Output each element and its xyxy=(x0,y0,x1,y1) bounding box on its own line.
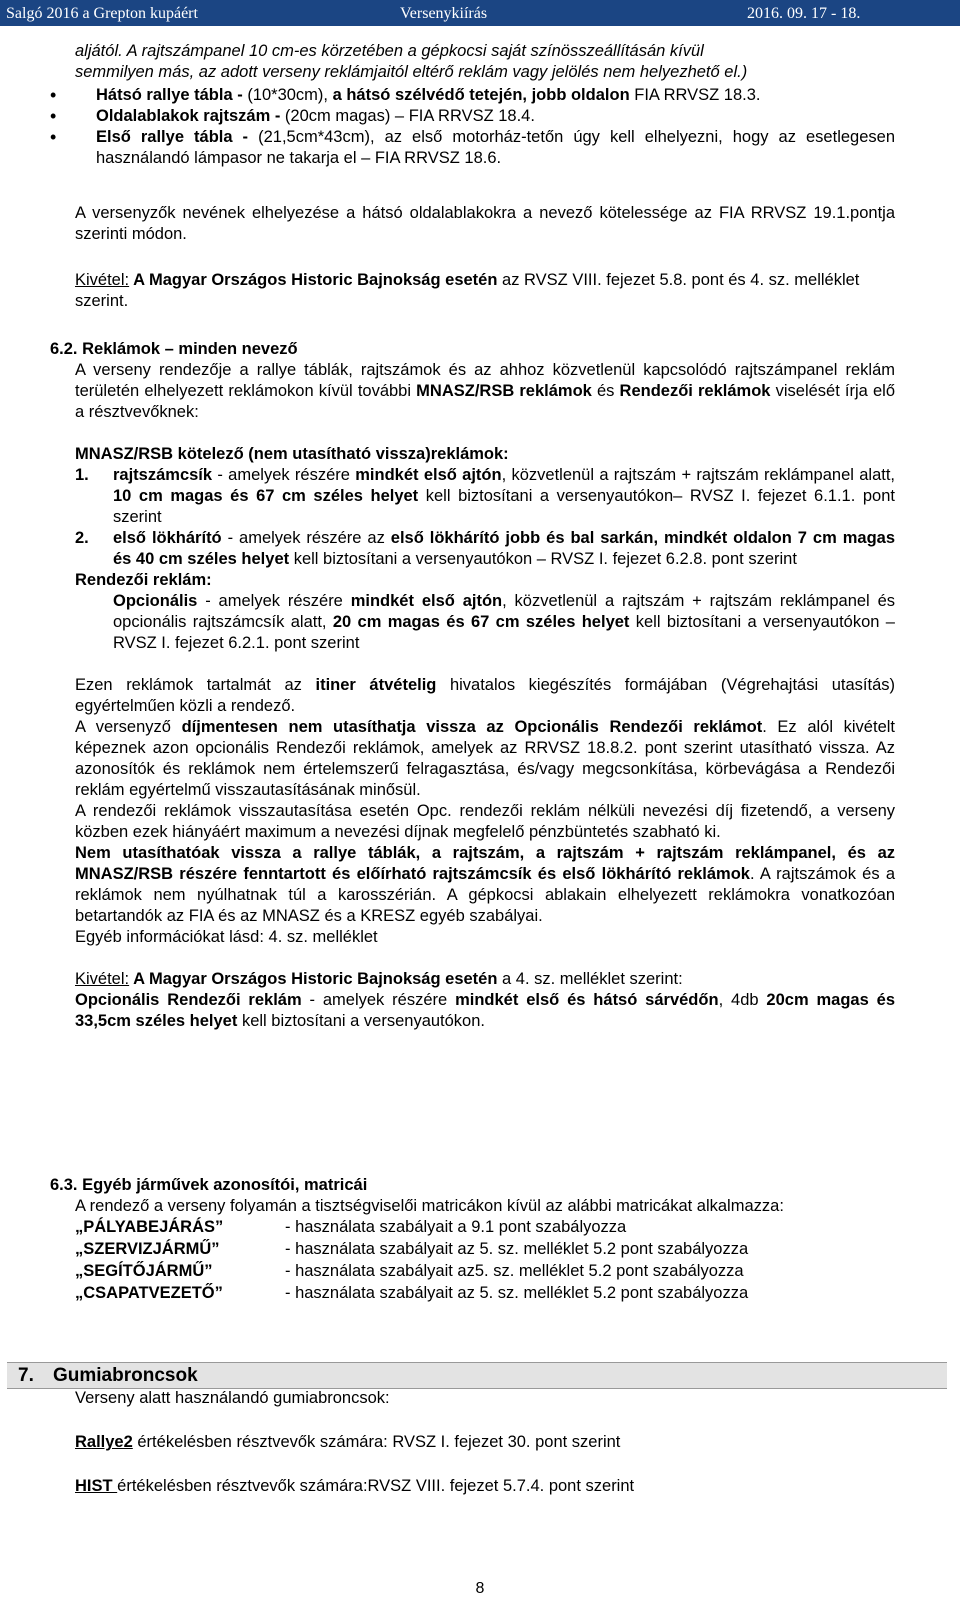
page-number: 8 xyxy=(475,1580,485,1597)
ads-paragraph: A verseny rendezője a rallye táblák, rajtszámok és az ahhoz közvetlenül kapcsolódó rajtszámpanel reklám területén elhelyezett reklámokon kívül további MNASZ/RSB reklámok és Rendezői reklámok viselését írja elő a résztvevőknek: xyxy=(75,361,895,421)
sticker-desc: - használata szabályait az 5. sz. melléklet 5.2 pont szabályozza xyxy=(285,1284,749,1302)
stickers-intro: A rendező a verseny folyamán a tisztségviselői matricákon kívül az alábbi matricákat alkalmazza: xyxy=(75,1197,784,1215)
section-7-title: Gumiabroncsok xyxy=(53,1365,198,1386)
bullet-side-windows: • Oldalablakok rajtszám - (20cm magas) – FIA RRVSZ 18.4. xyxy=(70,106,895,127)
bullet-list xyxy=(70,85,895,169)
table-row xyxy=(75,1261,748,1283)
ads-fee-paragraph: A rendezői reklámok visszautasítása esetén Opc. rendezői reklám nélküli nevezési díj fizetendő, a verseny közben ezek hiányáért maximum a nevezési díjnak megfelelő pénzbüntetés szabható ki. xyxy=(75,802,895,841)
intro-line: aljától. A rajtszámpanel 10 cm-es körzetében a gépkocsi saját színösszeállításán kívül xyxy=(75,42,704,60)
mnasz-ads-title: MNASZ/RSB kötelező (nem utasítható vissza)reklámok: xyxy=(75,445,509,463)
section-7-number: 7. xyxy=(18,1365,34,1386)
stickers-table xyxy=(75,1217,748,1305)
intro-continuation xyxy=(75,41,895,83)
section-7-body xyxy=(75,1388,895,1497)
sticker-desc: - használata szabályait a 9.1 pont szabályozza xyxy=(285,1218,627,1236)
section-6-2 xyxy=(50,339,896,1032)
name-placement-paragraph: A versenyzők nevének elhelyezése a hátsó oldalablakokra a nevező kötelessége az FIA RRVSZ 19.1.pontja szerinti módon. xyxy=(75,204,895,243)
sticker-name: „PÁLYABEJÁRÁS” xyxy=(75,1218,224,1236)
section-6-3-title: 6.3. Egyéb járművek azonosítói, matricái xyxy=(50,1176,368,1194)
tyres-intro: Verseny alatt használandó gumiabroncsok: xyxy=(75,1389,390,1407)
ads-content-paragraph: Ezen reklámok tartalmát az itiner átvételig hivatalos kiegészítés formájában (Végrehajtási utasítás) egyértelműen közli a rendező. xyxy=(75,676,895,715)
historic-optional-ad: Opcionális Rendezői reklám - amelyek részére mindkét első és hátsó sárvédőn, 4db 20cm magas és 33,5cm széles helyet kell biztosítani a versenyautókon. xyxy=(75,991,895,1030)
header-event-title: Salgó 2016 a Grepton kupáért xyxy=(6,5,198,22)
hist-tyres: HIST értékelésben résztvevők számára:RVSZ VIII. fejezet 5.7.4. pont szerint xyxy=(75,1477,635,1495)
header-doc-title: Versenykiírás xyxy=(400,5,488,22)
optional-organizer-ad: Opcionális - amelyek részére mindkét első ajtón, közvetlenül a rajtszám + rajtszám reklámpanel és opcionális rajtszámcsík alatt, 20 cm magas és 67 cm széles helyet kell biztosítani a versenyautókon – RVSZ I. fejezet 6.2.1. pont szerint xyxy=(113,592,895,652)
ads-refusal-paragraph: A versenyző díjmentesen nem utasíthatja vissza az Opcionális Rendezői reklámot. Ez alól kivételt képeznek azon opcionális Rendezői reklámok, amelyek az RRVSZ 18.8.2. pont szerint utasítható vissza. Az azonosítók és reklámok nem értelemszerű felragasztása, és/vagy megcsonkítása, körbevágása a Rendezői reklám egyértelmű visszautasításának minősül. xyxy=(75,718,895,799)
sticker-desc: - használata szabályait az 5. sz. melléklet 5.2 pont szabályozza xyxy=(285,1240,749,1258)
organizer-ads-title: Rendezői reklám: xyxy=(75,571,212,589)
ads-mandatory-paragraph: Nem utasíthatóak vissza a rallye táblák, a rajtszám, a rajtszám + rajtszám reklámpanel, és az MNASZ/RSB részére fenntartott és előírható rajtszámcsík és első lökhárító reklámok. A rajtszámok és a reklámok nem nyúlhatnak túl a karosszérián. A gépkocsi ablakain elhelyezett reklámokra vonatkozóan betartandók az FIA és az MNASZ és a KRESZ egyéb szabályai. xyxy=(75,844,895,925)
bullet-rear-plate: • Hátsó rallye tábla - (10*30cm), a hátsó szélvédő tetején, jobb oldalon FIA RRVSZ 18.3. xyxy=(70,85,895,106)
rallye2-tyres: Rallye2 értékelésben résztvevők számára: RVSZ I. fejezet 30. pont szerint xyxy=(75,1433,621,1451)
mnasz-item-2: 2. első lökhárító - amelyek részére az első lökhárító jobb és bal sarkán, mindkét oldalon 7 cm magas és 40 cm széles helyet kell biztosítani a versenyautókon – RVSZ I. fejezet 6.2.8. pont szerint xyxy=(75,529,895,568)
table-row xyxy=(75,1217,748,1239)
page-header xyxy=(0,0,960,26)
sticker-name: „SEGÍTŐJÁRMŰ” xyxy=(75,1262,213,1280)
section-6-3 xyxy=(50,1175,895,1305)
sticker-name: „SZERVIZJÁRMŰ” xyxy=(75,1240,220,1258)
table-row xyxy=(75,1283,748,1305)
mnasz-item-1: 1. rajtszámcsík - amelyek részére mindkét első ajtón, közvetlenül a rajtszám + rajtszám reklámpanel alatt, 10 cm magas és 67 cm széles helyet kell biztosítani a versenyautókon– RVSZ I. fejezet 6.1.1. pont szerint xyxy=(75,466,896,526)
section-7-header xyxy=(7,1362,947,1389)
sticker-desc: - használata szabályait az5. sz. melléklet 5.2 pont szabályozza xyxy=(285,1262,744,1280)
historic-exception: Kivétel: A Magyar Országos Historic Bajnokság esetén az RVSZ VIII. fejezet 5.8. pont és 4. sz. melléklet szerint. xyxy=(75,271,860,310)
table-row xyxy=(75,1239,748,1261)
section-6-2-title: 6.2. Reklámok – minden nevező xyxy=(50,340,298,358)
header-date: 2016. 09. 17 - 18. xyxy=(747,5,861,22)
historic-exception-2: Kivétel: A Magyar Országos Historic Bajnokság esetén a 4. sz. melléklet szerint: xyxy=(75,970,683,988)
more-info-line: Egyéb információkat lásd: 4. sz. melléklet xyxy=(75,928,378,946)
intro-line: semmilyen más, az adott verseny reklámjaitól eltérő reklám vagy jelölés nem helyezhető el.) xyxy=(75,63,748,81)
bullet-front-plate: • Első rallye tábla - (21,5cm*43cm), az első motorház-tetőn úgy kell elhelyezni, hogy az esetlegesen használandó lámpasor ne takarja el – FIA RRVSZ 18.6. xyxy=(70,127,895,169)
sticker-name: „CSAPATVEZETŐ” xyxy=(75,1284,223,1302)
